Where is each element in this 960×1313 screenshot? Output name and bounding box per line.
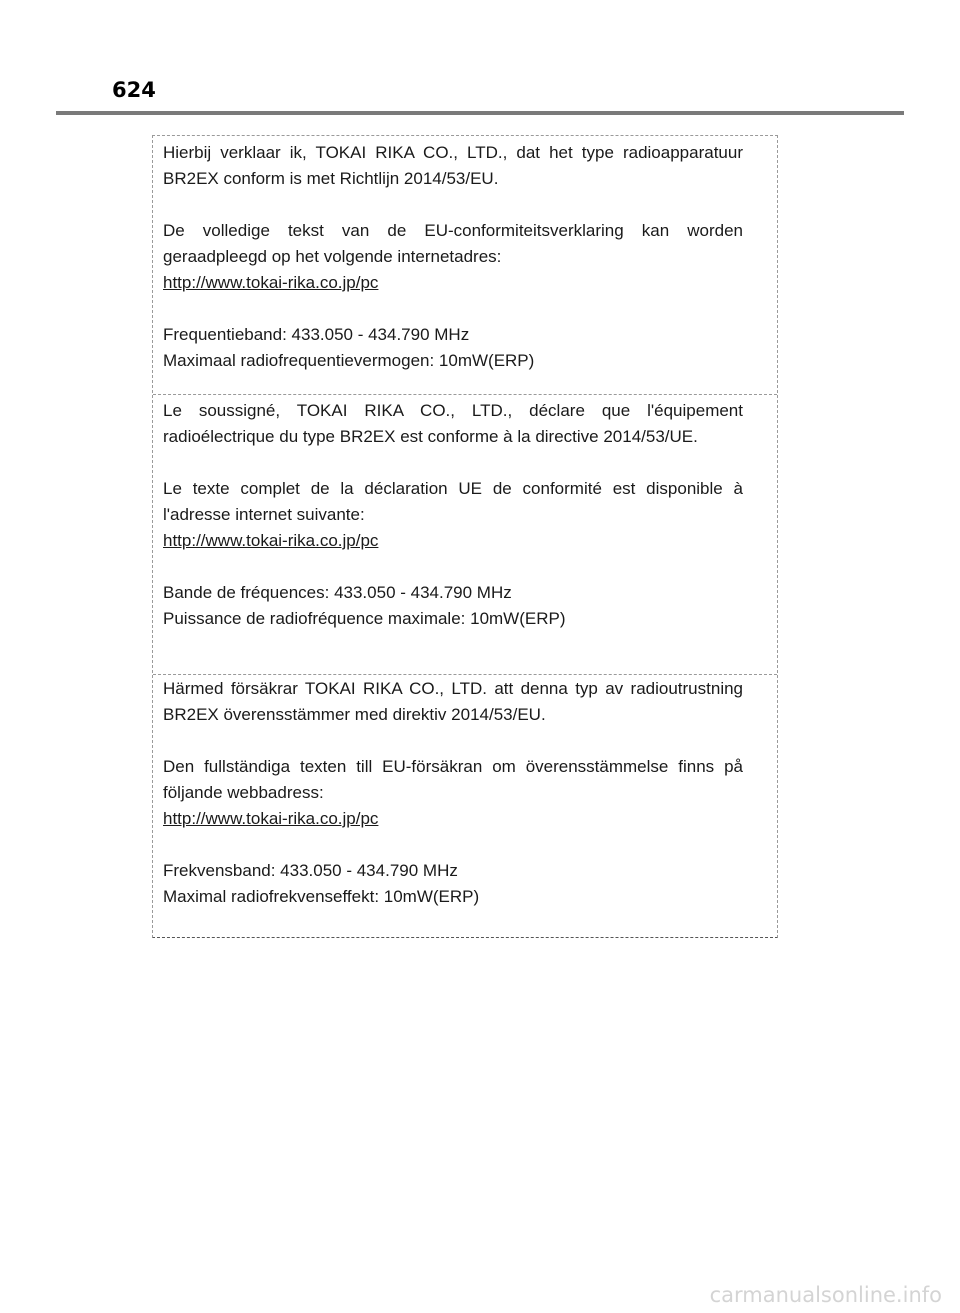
url-link[interactable]: http://www.tokai-rika.co.jp/pc	[163, 273, 379, 292]
fulltext-text: Den fullständiga texten till EU-försäkran om överensstämmelse finns på följande webbadress:	[163, 757, 743, 802]
frequency-band: Frekvensband: 433.050 - 434.790 MHz	[163, 861, 458, 880]
fulltext-text: De volledige tekst van de EU-conformiteitsverklaring kan worden geraadpleegd op het volgende internetadres:	[163, 221, 743, 266]
section-dutch	[153, 140, 777, 374]
declaration-box	[152, 135, 778, 938]
max-power: Maximal radiofrekvenseffekt: 10mW(ERP)	[163, 887, 480, 906]
watermark: carmanualsonline.info	[709, 1283, 942, 1307]
section-divider	[153, 394, 777, 395]
declaration-text: Härmed försäkrar TOKAI RIKA CO., LTD. att denna typ av radioutrustning BR2EX överensstämmer med direktiv 2014/53/EU.	[163, 679, 743, 724]
section-swedish	[153, 676, 777, 910]
url-link[interactable]: http://www.tokai-rika.co.jp/pc	[163, 809, 379, 828]
section-divider	[153, 674, 777, 675]
frequency-band: Frequentieband: 433.050 - 434.790 MHz	[163, 325, 470, 344]
header-rule	[56, 111, 904, 115]
page-number: 624	[112, 78, 156, 102]
declaration-text: Le soussigné, TOKAI RIKA CO., LTD., déclare que l'équipement radioélectrique du type BR2EX est conforme à la directive 2014/53/UE.	[163, 401, 743, 446]
frequency-band: Bande de fréquences: 433.050 - 434.790 MHz	[163, 583, 512, 602]
max-power: Maximaal radiofrequentievermogen: 10mW(ERP)	[163, 351, 535, 370]
max-power: Puissance de radiofréquence maximale: 10mW(ERP)	[163, 609, 566, 628]
declaration-text: Hierbij verklaar ik, TOKAI RIKA CO., LTD., dat het type radioapparatuur BR2EX conform is met Richtlijn 2014/53/EU.	[163, 143, 743, 188]
url-link[interactable]: http://www.tokai-rika.co.jp/pc	[163, 531, 379, 550]
fulltext-text: Le texte complet de la déclaration UE de conformité est disponible à l'adresse internet suivante:	[163, 479, 743, 524]
section-french	[153, 398, 777, 632]
